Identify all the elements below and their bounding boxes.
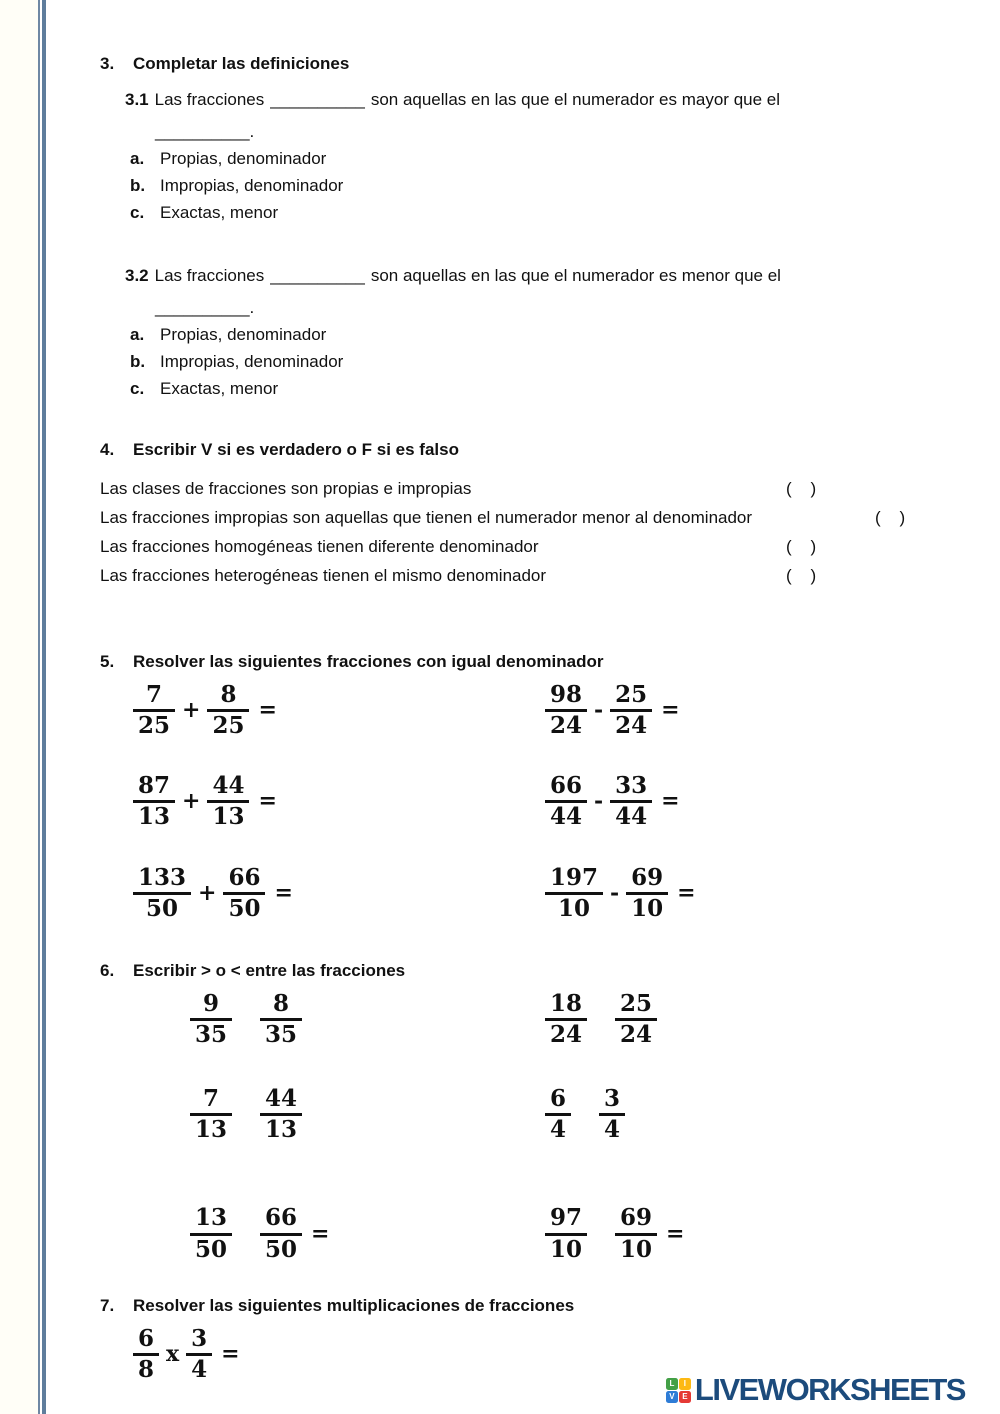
section-number: 5. bbox=[100, 652, 115, 671]
multiplication-operator: x bbox=[166, 1340, 180, 1367]
question-number: 3.2 bbox=[125, 266, 149, 285]
statement-row bbox=[100, 503, 906, 532]
question-3-2-line1 bbox=[100, 262, 900, 289]
fraction-numerator: 6 bbox=[550, 1085, 567, 1113]
fraction-denominator: 13 bbox=[212, 803, 245, 831]
section-7 bbox=[100, 1292, 900, 1382]
section-4 bbox=[100, 436, 906, 590]
section-5-heading bbox=[100, 648, 900, 675]
answer-parentheses[interactable]: ( ) bbox=[786, 479, 817, 498]
equals-sign: = bbox=[666, 1220, 685, 1247]
fraction-denominator: 4 bbox=[550, 1116, 567, 1144]
fraction-denominator: 35 bbox=[265, 1020, 298, 1048]
logo-wordmark: LIVEWORKSHEETS bbox=[694, 1372, 965, 1407]
fraction-denominator: 24 bbox=[620, 1020, 653, 1048]
logo-tile-v: V bbox=[666, 1391, 678, 1403]
section-number: 7. bbox=[100, 1295, 115, 1315]
fraction-numerator: 7 bbox=[203, 1085, 220, 1113]
fraction-numerator: 133 bbox=[138, 863, 187, 891]
question-3-1-line1 bbox=[100, 86, 900, 113]
option-c[interactable] bbox=[100, 375, 900, 402]
option-letter: b. bbox=[130, 176, 146, 195]
fraction-numerator: 66 bbox=[550, 772, 583, 800]
fraction bbox=[190, 1206, 232, 1261]
fraction-numerator: 9 bbox=[203, 989, 220, 1017]
comparison-row bbox=[100, 989, 900, 1048]
fraction-denominator: 13 bbox=[265, 1116, 298, 1144]
equals-sign: = bbox=[661, 697, 680, 724]
logo-tile-l: L bbox=[666, 1378, 678, 1390]
option-text: Propias, denominador bbox=[160, 325, 327, 344]
section-title: Escribir > o < entre las fracciones bbox=[133, 960, 406, 980]
option-text: Exactas, menor bbox=[160, 203, 279, 222]
fraction bbox=[133, 1324, 159, 1383]
subtraction-expression bbox=[545, 863, 900, 922]
addition-expression bbox=[100, 774, 545, 829]
fraction-denominator: 4 bbox=[191, 1355, 208, 1383]
subtraction-expression bbox=[545, 683, 900, 738]
fraction bbox=[626, 863, 668, 922]
fraction bbox=[207, 774, 249, 829]
minus-operator: - bbox=[594, 788, 604, 815]
fraction-numerator: 25 bbox=[615, 681, 648, 708]
fraction-denominator: 50 bbox=[146, 894, 179, 922]
fraction-denominator: 25 bbox=[138, 712, 171, 740]
fraction-row bbox=[100, 863, 900, 922]
option-text: Impropias, denominador bbox=[160, 352, 344, 371]
fraction-numerator: 25 bbox=[620, 989, 653, 1017]
fraction-numerator: 97 bbox=[550, 1204, 583, 1232]
plus-operator: + bbox=[198, 879, 217, 906]
fraction-denominator: 25 bbox=[212, 712, 245, 740]
section-6-heading bbox=[100, 957, 900, 984]
fraction-denominator: 44 bbox=[550, 803, 583, 831]
fraction-denominator: 13 bbox=[138, 803, 171, 831]
question-number: 3.1 bbox=[125, 90, 149, 109]
logo-tile-e: E bbox=[679, 1391, 691, 1403]
fraction-pair[interactable] bbox=[100, 1206, 545, 1261]
option-b[interactable] bbox=[100, 348, 900, 375]
answer-parentheses[interactable]: ( ) bbox=[875, 508, 906, 527]
liveworksheets-logo-icon bbox=[666, 1378, 691, 1403]
fraction bbox=[207, 683, 249, 738]
fraction bbox=[545, 1087, 571, 1142]
answer-blank[interactable]: __________ bbox=[270, 90, 365, 109]
fraction bbox=[190, 1087, 232, 1142]
option-a[interactable] bbox=[100, 145, 900, 172]
comparison-row bbox=[100, 1087, 900, 1142]
fraction-denominator: 13 bbox=[195, 1116, 228, 1144]
section-number: 4. bbox=[100, 440, 115, 459]
fraction-denominator: 50 bbox=[195, 1235, 228, 1263]
statement-text: Las fracciones heterogéneas tienen el mismo denominador bbox=[100, 566, 547, 585]
option-a[interactable] bbox=[100, 321, 900, 348]
question-text-before-blank: Las fracciones bbox=[154, 266, 265, 285]
section-number: 3. bbox=[100, 54, 115, 73]
answer-blank[interactable]: __________. bbox=[155, 122, 255, 141]
equals-sign: = bbox=[661, 788, 680, 815]
fraction-denominator: 24 bbox=[550, 712, 583, 740]
section-title: Completar las definiciones bbox=[133, 54, 350, 73]
subtraction-expression bbox=[545, 774, 900, 829]
statement-text: Las fracciones impropias son aquellas que tienen el numerador menor al denominador bbox=[100, 508, 753, 527]
question-text-before-blank: Las fracciones bbox=[154, 90, 265, 109]
fraction bbox=[545, 989, 587, 1048]
question-3-2 bbox=[100, 262, 900, 402]
fraction-denominator: 24 bbox=[615, 712, 648, 740]
statement-text: Las fracciones homogéneas tienen diferente denominador bbox=[100, 537, 539, 556]
answer-parentheses[interactable]: ( ) bbox=[786, 566, 817, 585]
fraction bbox=[223, 863, 265, 922]
equals-sign: = bbox=[677, 879, 696, 906]
section-number: 6. bbox=[100, 960, 115, 980]
option-text: Propias, denominador bbox=[160, 149, 327, 168]
section-3-heading bbox=[100, 50, 900, 77]
option-letter: b. bbox=[130, 352, 146, 371]
fraction-numerator: 69 bbox=[620, 1204, 653, 1232]
statement-row bbox=[100, 532, 900, 561]
fraction-pair[interactable] bbox=[545, 1206, 900, 1261]
fraction bbox=[545, 863, 603, 922]
equals-sign: = bbox=[311, 1220, 330, 1247]
fraction-pair[interactable] bbox=[100, 989, 545, 1048]
fraction-pair[interactable] bbox=[100, 1087, 545, 1142]
option-c[interactable] bbox=[100, 199, 900, 226]
fraction-numerator: 13 bbox=[195, 1204, 228, 1232]
fraction-numerator: 3 bbox=[191, 1324, 208, 1352]
fraction bbox=[260, 989, 302, 1048]
fraction-denominator: 44 bbox=[615, 803, 648, 831]
equals-sign: = bbox=[274, 879, 293, 906]
fraction bbox=[186, 1324, 212, 1383]
question-text-after-blank: son aquellas en las que el numerador es mayor que el bbox=[370, 90, 781, 109]
option-letter: a. bbox=[130, 325, 145, 344]
question-3-2-line2 bbox=[100, 294, 900, 321]
option-text: Impropias, denominador bbox=[160, 176, 344, 195]
statement-text: Las clases de fracciones son propias e impropias bbox=[100, 479, 472, 498]
section-5 bbox=[100, 648, 900, 921]
fraction-denominator: 10 bbox=[550, 1235, 583, 1263]
section-7-heading bbox=[100, 1292, 900, 1319]
option-text: Exactas, menor bbox=[160, 379, 279, 398]
fraction-denominator: 50 bbox=[265, 1235, 298, 1263]
true-false-statements bbox=[100, 474, 906, 590]
fraction bbox=[260, 1087, 302, 1142]
fraction-denominator: 10 bbox=[631, 894, 664, 922]
fraction bbox=[260, 1206, 302, 1261]
section-3 bbox=[100, 50, 900, 402]
fraction-numerator: 44 bbox=[212, 772, 245, 800]
fraction-numerator: 6 bbox=[138, 1324, 155, 1352]
fraction-numerator: 33 bbox=[615, 772, 648, 800]
fraction bbox=[599, 1087, 625, 1142]
minus-operator: - bbox=[594, 697, 604, 724]
section-title: Resolver las siguientes multiplicaciones de fracciones bbox=[133, 1295, 575, 1315]
equals-sign: = bbox=[258, 788, 277, 815]
fraction-row bbox=[100, 774, 900, 829]
option-b[interactable] bbox=[100, 172, 900, 199]
fraction-numerator: 69 bbox=[631, 863, 664, 891]
fraction-numerator: 3 bbox=[604, 1085, 621, 1113]
fraction bbox=[545, 774, 587, 829]
equals-sign: = bbox=[221, 1340, 240, 1367]
fraction-numerator: 44 bbox=[265, 1085, 298, 1113]
plus-operator: + bbox=[182, 697, 201, 724]
fraction-denominator: 10 bbox=[620, 1235, 653, 1263]
fraction bbox=[615, 1206, 657, 1261]
fraction-denominator: 35 bbox=[195, 1020, 228, 1048]
option-letter: c. bbox=[130, 379, 145, 398]
fraction-denominator: 24 bbox=[550, 1020, 583, 1048]
fraction bbox=[610, 683, 652, 738]
fraction bbox=[133, 774, 175, 829]
fraction-denominator: 10 bbox=[558, 894, 591, 922]
fraction-numerator: 87 bbox=[138, 772, 171, 800]
answer-blank[interactable]: __________. bbox=[155, 298, 255, 317]
fraction-numerator: 18 bbox=[550, 989, 583, 1017]
fraction-numerator: 7 bbox=[146, 681, 163, 708]
fraction bbox=[545, 683, 587, 738]
section-4-heading bbox=[100, 436, 900, 463]
fraction-numerator: 98 bbox=[550, 681, 583, 708]
addition-expression bbox=[100, 863, 545, 922]
fraction-denominator: 50 bbox=[228, 894, 261, 922]
addition-expression bbox=[100, 683, 545, 738]
fraction-numerator: 197 bbox=[550, 863, 599, 891]
fraction-pair[interactable] bbox=[545, 989, 900, 1048]
fraction bbox=[133, 863, 191, 922]
fraction-numerator: 66 bbox=[265, 1204, 298, 1232]
section-title: Resolver las siguientes fracciones con igual denominador bbox=[133, 652, 604, 671]
statement-row bbox=[100, 561, 900, 590]
fraction-denominator: 4 bbox=[604, 1116, 621, 1144]
section-6 bbox=[100, 957, 900, 1262]
fraction-row bbox=[100, 683, 900, 738]
answer-parentheses[interactable]: ( ) bbox=[786, 537, 817, 556]
option-letter: a. bbox=[130, 149, 145, 168]
minus-operator: - bbox=[610, 879, 620, 906]
fraction-numerator: 8 bbox=[273, 989, 290, 1017]
answer-blank[interactable]: __________ bbox=[270, 266, 365, 285]
fraction bbox=[133, 683, 175, 738]
fraction-numerator: 66 bbox=[228, 863, 261, 891]
statement-row bbox=[100, 474, 900, 503]
option-letter: c. bbox=[130, 203, 145, 222]
fraction-pair[interactable] bbox=[545, 1087, 900, 1142]
question-3-1 bbox=[100, 86, 900, 226]
question-text-after-blank: son aquellas en las que el numerador es menor que el bbox=[370, 266, 781, 285]
logo-tile-i: I bbox=[679, 1378, 691, 1390]
section-title: Escribir V si es verdadero o F si es falso bbox=[133, 440, 459, 459]
plus-operator: + bbox=[182, 788, 201, 815]
liveworksheets-logo[interactable] bbox=[666, 1372, 965, 1408]
fraction-numerator: 8 bbox=[220, 681, 237, 708]
fraction-denominator: 8 bbox=[138, 1355, 155, 1383]
equals-sign: = bbox=[258, 697, 277, 724]
fraction bbox=[190, 989, 232, 1048]
footer bbox=[666, 1372, 965, 1408]
fraction bbox=[610, 774, 652, 829]
fraction bbox=[615, 989, 657, 1048]
comparison-row bbox=[100, 1206, 900, 1261]
question-3-1-line2 bbox=[100, 118, 900, 145]
fraction bbox=[545, 1206, 587, 1261]
